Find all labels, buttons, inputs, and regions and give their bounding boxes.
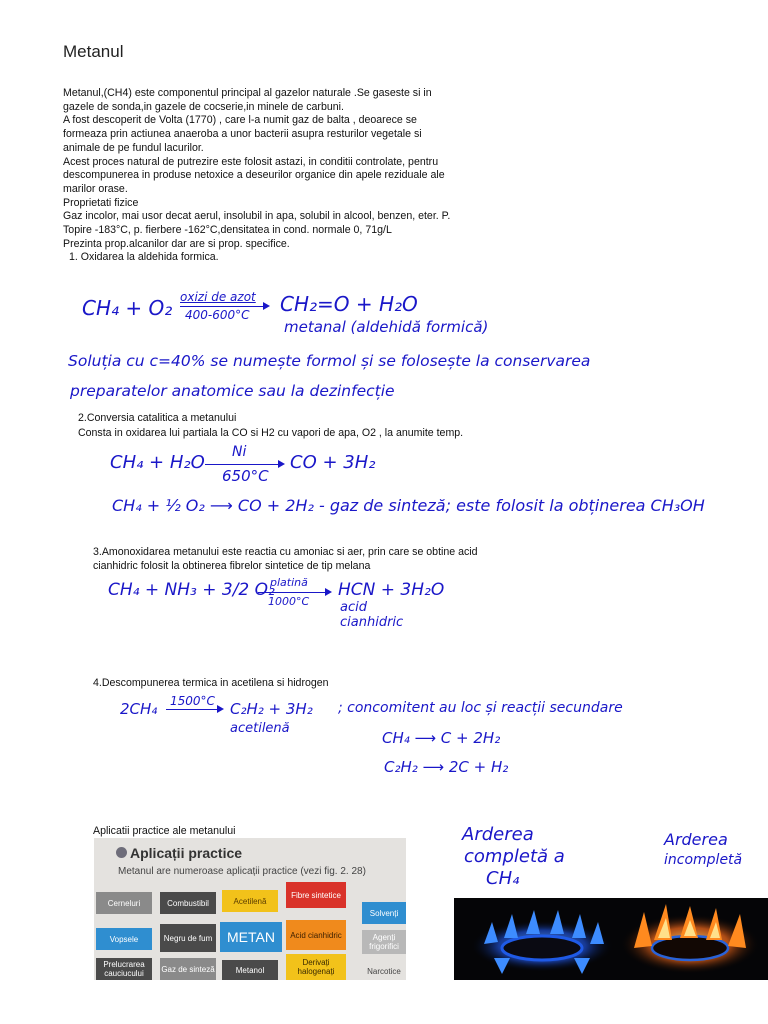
r4-sec2: C₂H₂ ⟶ 2C + H₂ — [384, 758, 509, 776]
flame1-label-line3: CH₄ — [486, 868, 520, 889]
paragraph-4: Proprietati fizice — [63, 196, 139, 209]
textbook-photo — [94, 838, 406, 980]
tile-cerneluri: Cerneluri — [96, 892, 152, 914]
paragraph-2: A fost descoperit de Volta (1770) , care l-a numit gaz de balta , deoarece se formeaza prin actiunea anaeroba a unor bacterii asupra resturilor vegetale si animale de pe fundul lacurilor. — [63, 114, 422, 154]
r4-side: ; concomitent au loc și reacții secundare — [338, 700, 623, 716]
r4-right: C₂H₂ + 3H₂ — [230, 700, 313, 718]
bullet-icon — [116, 847, 127, 858]
r2-cond-top: Ni — [232, 444, 247, 460]
r2b: CH₄ + ½ O₂ ⟶ CO + 2H₂ - gaz de sinteză; este folosit la obținerea CH₃OH — [112, 496, 705, 515]
tile-negru-de-fum: Negru de fum — [160, 924, 216, 952]
r3-cond-top: platină — [270, 576, 308, 589]
item-1: 1. Oxidarea la aldehida formica. — [69, 251, 219, 264]
flame1-label-line2: completă a — [464, 846, 565, 867]
r4-left: 2CH₄ — [120, 700, 158, 718]
r4-arrow — [166, 709, 222, 710]
item-4-title: 4.Descompunerea termica in acetilena si hidrogen — [93, 677, 329, 689]
tile-agenti-frigorifici: Agenți frigorifici — [362, 930, 406, 954]
tile-metan: METAN — [220, 922, 282, 952]
tile-vopsele: Vopsele — [96, 928, 152, 950]
r2-left: CH₄ + H₂O — [110, 452, 205, 473]
paragraph-1: Metanul,(CH4) este componentul principal al gazelor naturale .Se gaseste si in gazele de sonda,in gazele de cocserie,in minele de carbuni. — [63, 87, 432, 113]
r4-sec1: CH₄ ⟶ C + 2H₂ — [382, 729, 501, 747]
item-3-text: cianhidric folosit la obtinerea fibrelor sintetice de tip melana — [93, 560, 371, 572]
tile-combustibil: Combustibil — [160, 892, 216, 914]
r1-cond-top: oxizi de azot — [180, 290, 256, 304]
tile-derivati-halogenati: Derivați halogenați — [286, 954, 346, 980]
flames-photo — [454, 898, 768, 980]
r3-right: HCN + 3H₂O — [338, 580, 445, 600]
paragraph-3: Acest proces natural de putrezire este folosit astazi, in conditii controlate, pentru descompunerea in produse netoxice a deseurilor organice din apele reziduale ale marilor orase. — [63, 155, 445, 195]
r3-arrow — [258, 592, 330, 593]
r3-cond-bottom: 1000°C — [268, 595, 310, 608]
flame2-label-line2: incompletă — [664, 852, 743, 868]
tile-narcotice: Narcotice — [362, 962, 406, 980]
r1-cond-bottom: 400-600°C — [185, 308, 250, 322]
tile-fibre: Fibre sintetice — [286, 882, 346, 908]
r2-cond-bottom: 650°C — [222, 467, 269, 485]
page-title: Metanul — [63, 42, 124, 61]
paragraph-6: Prezinta prop.alcanilor dar are si prop. specifice. — [63, 237, 290, 250]
textbook-subtitle: Metanul are numeroase aplicații practice (vezi fig. 2. 28) — [118, 866, 366, 877]
r2-arrow — [205, 464, 283, 465]
r4-cond-top: 1500°C — [170, 694, 215, 708]
item-3-title: 3.Amonoxidarea metanului este reactia cu amoniac si aer, prin care se obtine acid — [93, 546, 478, 558]
r1-arrow — [180, 306, 268, 307]
r3-note: acid cianhidric — [340, 600, 404, 630]
item-2-title: 2.Conversia catalitica a metanului — [78, 412, 237, 424]
tile-acid-cianhidric: Acid cianhidric — [286, 920, 346, 950]
tile-metanol: Metanol — [222, 960, 278, 980]
tile-solventi: Solvenți — [362, 902, 406, 924]
tile-prelucrarea: Prelucrarea cauciucului — [96, 958, 152, 980]
r1-solution-line1: Soluția cu c=40% se numește formol și se folosește la conservarea — [68, 352, 591, 370]
flame2-label-line1: Arderea — [664, 830, 728, 849]
r3-left: CH₄ + NH₃ + 3/2 O₂ — [108, 580, 275, 600]
r2-right: CO + 3H₂ — [290, 452, 376, 473]
item-2-text: Consta in oxidarea lui partiala la CO si H2 cu vapori de apa, O2 , la anumite temp. — [78, 427, 464, 439]
r4-note: acetilenă — [230, 721, 290, 736]
r1-left: CH₄ + O₂ — [82, 296, 173, 320]
applications-title: Aplicatii practice ale metanului — [93, 825, 236, 837]
flame1-label-line1: Arderea — [462, 824, 534, 845]
textbook-title: Aplicații practice — [130, 845, 243, 861]
r1-note: metanal (aldehidă formică) — [284, 318, 489, 336]
gas-burner-flames — [454, 898, 768, 980]
tile-acetilena: Acetilenă — [222, 890, 278, 912]
flame2-label — [664, 830, 742, 870]
r1-solution-line2: preparatelor anatomice sau la dezinfecție — [70, 382, 395, 400]
paragraph-5: Gaz incolor, mai usor decat aerul, insolubil in apa, solubil in alcool, benzen, eter. P. Topire -183°C, p. fierbere -162°C,densitatea in cond. normale 0, 71g/L — [63, 210, 451, 237]
r1-right: CH₂=O + H₂O — [280, 292, 418, 316]
intro-text — [63, 87, 453, 265]
tile-gaz-de-sinteza: Gaz de sinteză — [160, 958, 216, 980]
flame1-label — [462, 824, 565, 890]
